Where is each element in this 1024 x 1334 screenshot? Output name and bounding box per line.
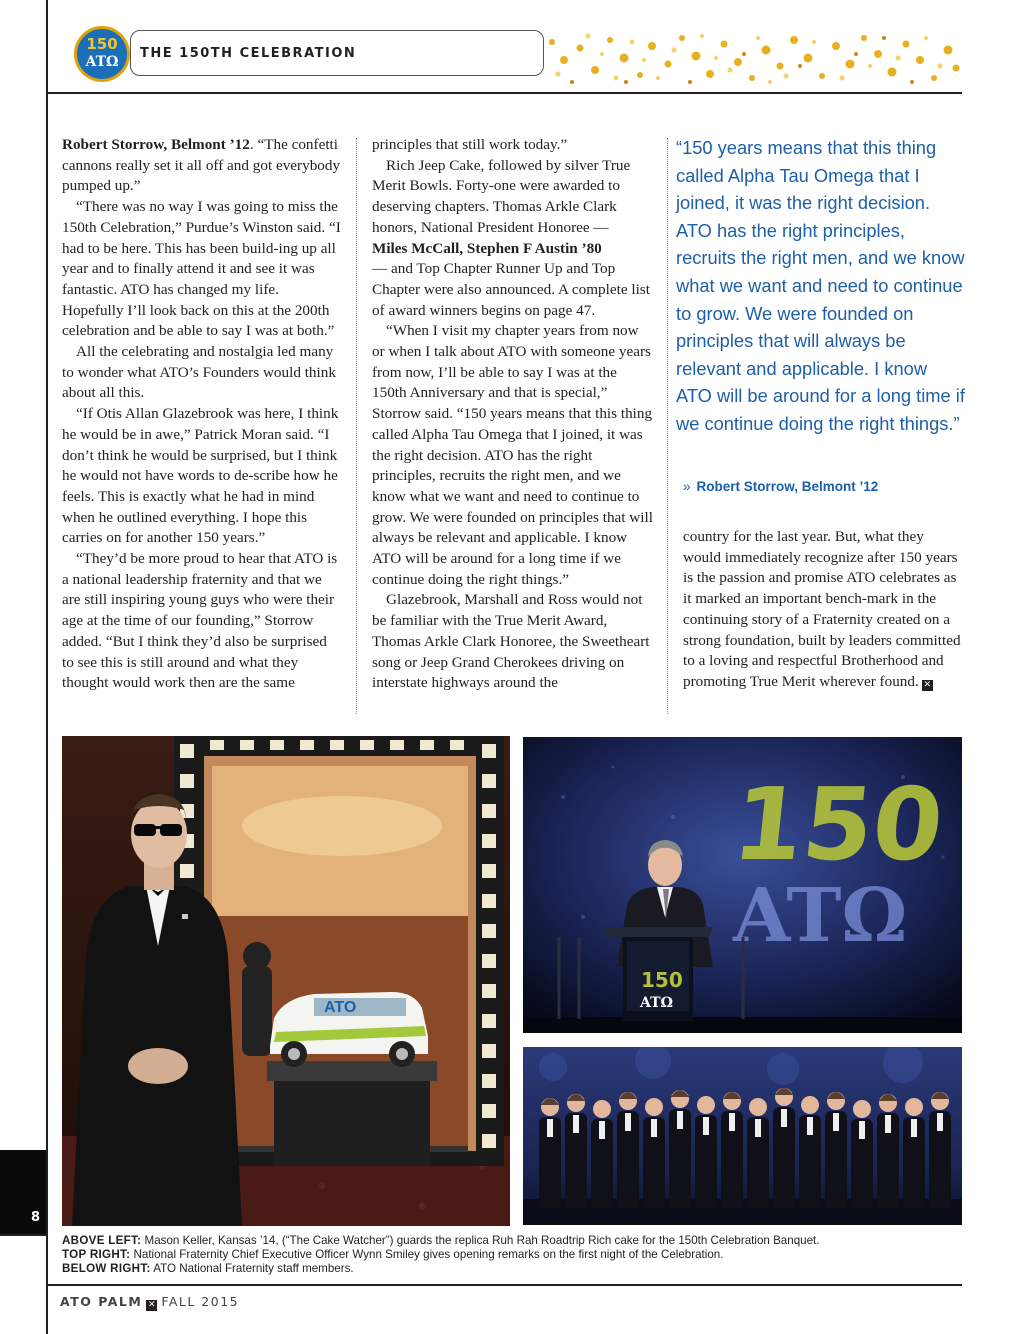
paragraph: “When I visit my chapter years from now or when I talk about ATO with someone years from now, I’ll be able to say I was at the 150th Anniversary and that is special,” Storrow said. “150 years means that this thing called Alpha Tau Omega that I joined, it was the right decision. ATO has the right principles, recruits the right men, and we know what we want and need to continue to grow. We were founded on principles that will always be relevant and applicable. I know ATO will be around for a long time if we continue doing the right things.” (372, 322, 653, 588)
logo-letters: ATΩ (85, 54, 119, 70)
paragraph (683, 527, 963, 693)
publication-name: ATO PALM (60, 1294, 143, 1309)
section-title: THE 150TH CELEBRATION (140, 46, 357, 61)
pull-quote-attribution (683, 479, 878, 494)
caption-label: TOP RIGHT: (62, 1248, 131, 1262)
left-margin-rule (46, 0, 48, 1334)
article-column-3 (683, 527, 963, 693)
page-header (74, 26, 962, 94)
caption-text: Mason Keller, Kansas ’14, (“The Cake Watcher”) guards the replica Ruh Rah Roadtrip Rich cake for the 150th Celebration Banquet. (144, 1234, 820, 1247)
column-divider (667, 138, 668, 714)
end-mark-icon: ✕ (923, 679, 932, 690)
chevron-icon: » (683, 479, 691, 494)
photo-captions (62, 1234, 962, 1277)
staff-group-illustration (523, 1047, 962, 1225)
caption-text: ATO National Fraternity staff members. (153, 1262, 354, 1276)
logo-number: 150 (86, 35, 118, 53)
paragraph-text: — and Top Chapter Runner Up and Top Chapter were also announced. A complete list of award winners begins on page 47. (372, 260, 650, 319)
paragraph: Glazebrook, Marshall and Ross would not be familiar with the True Merit Award, Thomas Arkle Clark Honoree, the Sweetheart song or Jeep Grand Cherokees driving on interstate highways around the (372, 591, 650, 692)
footer-rule (46, 1284, 962, 1286)
paragraph: principles that still work today.” (372, 136, 568, 153)
podium-150-logo: 150 (641, 968, 683, 992)
paragraph-text: Rich Jeep Cake, followed by silver True Merit Bowls. Forty-one were awarded to deserving chapters. Thomas Arkle Clark honors, National President Honoree — (372, 156, 631, 236)
caption-above-left (62, 1234, 962, 1248)
paragraph: “If Otis Allan Glazebrook was here, I think he would be in awe,” Patrick Moran said. “I don’t think he would be surprised, but I think he would not have words to de-scribe how he feels. This is exactly what he had in mind when he outlined everything. I hope this carries on for another 150 years.” (62, 405, 339, 547)
paragraph: All the celebrating and nostalgia led many to wonder what ATO’s Founders would think about all this. (62, 343, 336, 402)
caption-top-right (62, 1248, 962, 1262)
column-divider (356, 138, 357, 714)
paragraph (372, 156, 654, 322)
caption-below-right (62, 1262, 962, 1276)
attribution-name: Robert Storrow, Belmont ’12 (696, 479, 879, 494)
paragraph-text: . “The confetti cannons really set it all off and got everybody pumped up.” (62, 136, 341, 195)
page-footer (60, 1294, 239, 1311)
caption-label: ABOVE LEFT: (62, 1234, 142, 1247)
paragraph: “They’d be more proud to hear that ATO is a national leadership fraternity and that we are still inspiring young guys who were their age at the time of our founding,” Storrow added. “But I think they’d also be surprised to see this is still around and what they thought would work then are the same (62, 550, 338, 692)
photo-staff-members (523, 1047, 962, 1225)
ato-150-logo (74, 26, 130, 82)
separator-icon: ✕ (148, 1300, 156, 1310)
paragraph (62, 135, 342, 197)
speaker-name: Robert Storrow, Belmont ’12 (62, 136, 250, 153)
pull-quote: “150 years means that this thing called Alpha Tau Omega that I joined, it was the right decision. ATO has the right principles, recruits the right men, and we know what we want and need to continue to grow. We were founded on principles that will always be relevant and applicable. I know ATO will be around for a long time if we continue doing the right things.” (676, 137, 965, 434)
caption-text: National Fraternity Chief Executive Officer Wynn Smiley gives opening remarks on the first night of the Celebration. (133, 1248, 724, 1262)
cake-watcher-illustration (62, 736, 510, 1226)
header-rule (46, 92, 962, 94)
car-cake-logo: ATO (324, 999, 357, 1016)
issue-date: FALL 2015 (161, 1294, 240, 1309)
article-column-1 (62, 135, 342, 694)
photo-cake-watcher (62, 736, 510, 1226)
article-column-2 (372, 135, 654, 694)
page-number: 8 (30, 1210, 40, 1225)
opening-remarks-illustration (523, 737, 962, 1033)
page-number-rule (0, 1234, 46, 1236)
honoree-name: Miles McCall, Stephen F Austin ’80 (372, 239, 602, 257)
stage-ato-sign: ATΩ (733, 873, 908, 959)
caption-label: BELOW RIGHT: (62, 1262, 151, 1276)
stage-150-sign: 150 (727, 766, 949, 883)
gold-confetti-decoration (540, 30, 962, 90)
podium-ato-logo: ATΩ (640, 995, 673, 1011)
paragraph-text: country for the last year. But, what they would immediately recognize after 150 years is the passion and promise ATO celebrates as it marked an important bench-mark in the continuing story of a Fraternity created on a strong foundation, built by leaders committed to a loving and respectful Brotherhood and promoting True Merit wherever found. (683, 528, 961, 690)
paragraph: “There was no way I was going to miss the 150th Celebration,” Purdue’s Winston said. “I had to be here. This has been build-ing up all year and to finally attend it and see it was fantastic. ATO has changed my life. Hopefully I’ll look back on this at the 200th celebration and be able to say I was at both.” (62, 198, 341, 340)
photo-opening-remarks (523, 737, 962, 1033)
